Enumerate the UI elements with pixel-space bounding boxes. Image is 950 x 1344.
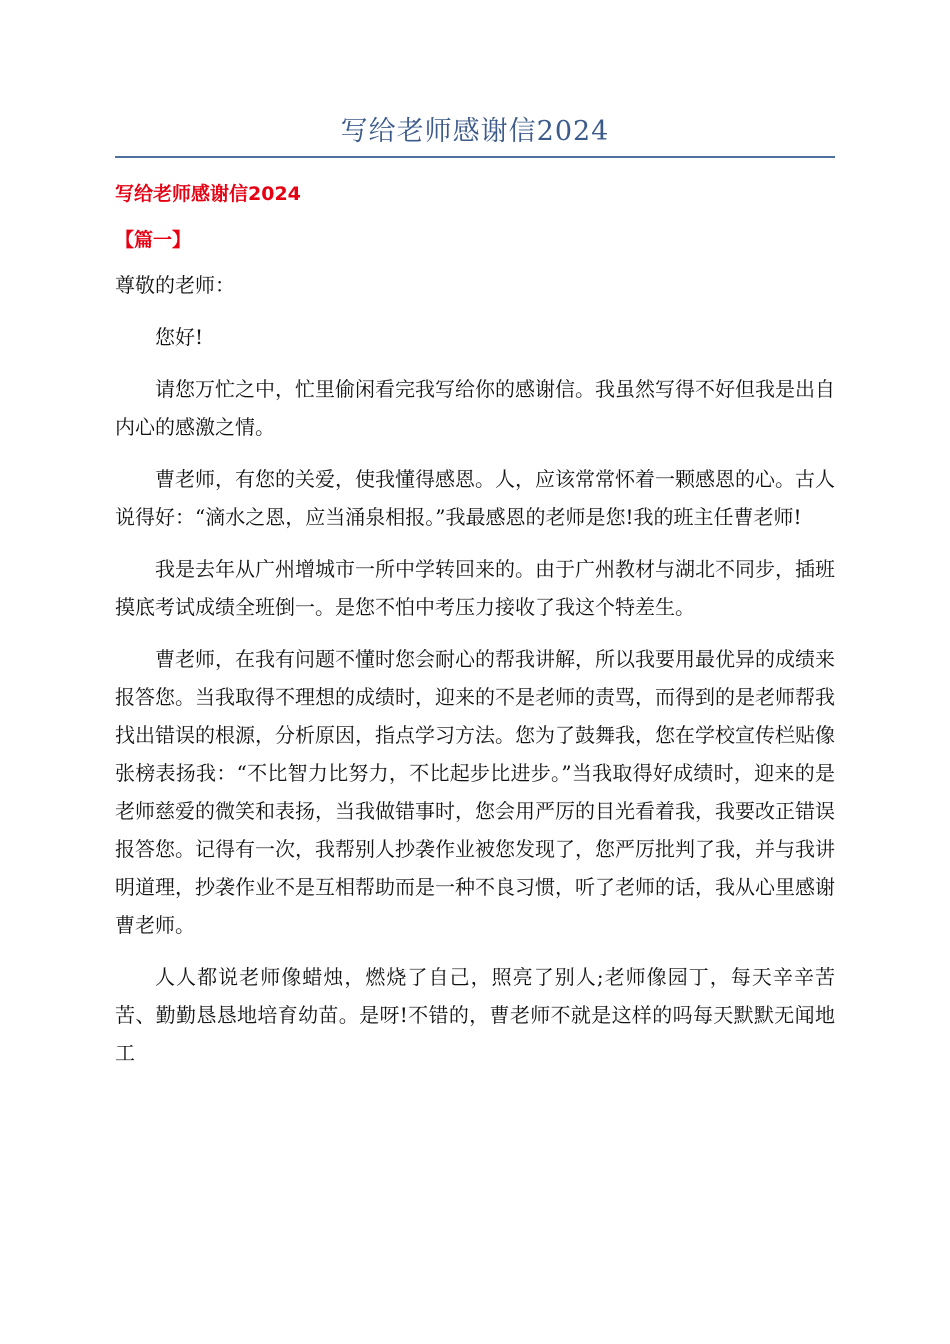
- header-title: 写给老师感谢信2024: [340, 116, 610, 147]
- document-title: 写给老师感谢信2024: [115, 183, 301, 205]
- page-header: [115, 112, 835, 158]
- paragraph: 曹老师，在我有问题不懂时您会耐心的帮我讲解，所以我要用最优异的成绩来报答您。当我取得不理想的成绩时，迎来的不是老师的责骂，而得到的是老师帮我找出错误的根源，分析原因，指点学习方法。您为了鼓舞我，您在学校宣传栏贴像张榜表扬我：“不比智力比努力，不比起步比进步。”当我取得好成绩时，迎来的是老师慈爱的微笑和表扬，当我做错事时，您会用严厉的目光看着我，我要改正错误报答您。记得有一次，我帮别人抄袭作业被您发现了，您严厉批判了我，并与我讲明道理，抄袭作业不是互相帮助而是一种不良习惯，听了老师的话，我从心里感谢曹老师。: [115, 647, 835, 937]
- section-label: 【篇一】: [115, 229, 192, 251]
- document-body: [115, 176, 835, 1086]
- paragraph: 曹老师，有您的关爱，使我懂得感恩。人，应该常常怀着一颗感恩的心。古人说得好：“滴水之恩，应当涌泉相报。”我最感恩的老师是您!我的班主任曹老师!: [115, 467, 835, 529]
- paragraph: 请您万忙之中，忙里偷闲看完我写给你的感谢信。我虽然写得不好但我是出自内心的感激之情。: [115, 377, 835, 439]
- salutation: 尊敬的老师：: [115, 273, 235, 297]
- paragraph: 人人都说老师像蜡烛，燃烧了自己，照亮了别人;老师像园丁，每天辛辛苦苦、勤勤恳恳地培育幼苗。是呀!不错的，曹老师不就是这样的吗每天默默无闻地工: [115, 965, 835, 1065]
- paragraph: 您好!: [155, 325, 204, 349]
- paragraph: 我是去年从广州增城市一所中学转回来的。由于广州教材与湖北不同步，插班摸底考试成绩全班倒一。是您不怕中考压力接收了我这个特差生。: [115, 557, 835, 619]
